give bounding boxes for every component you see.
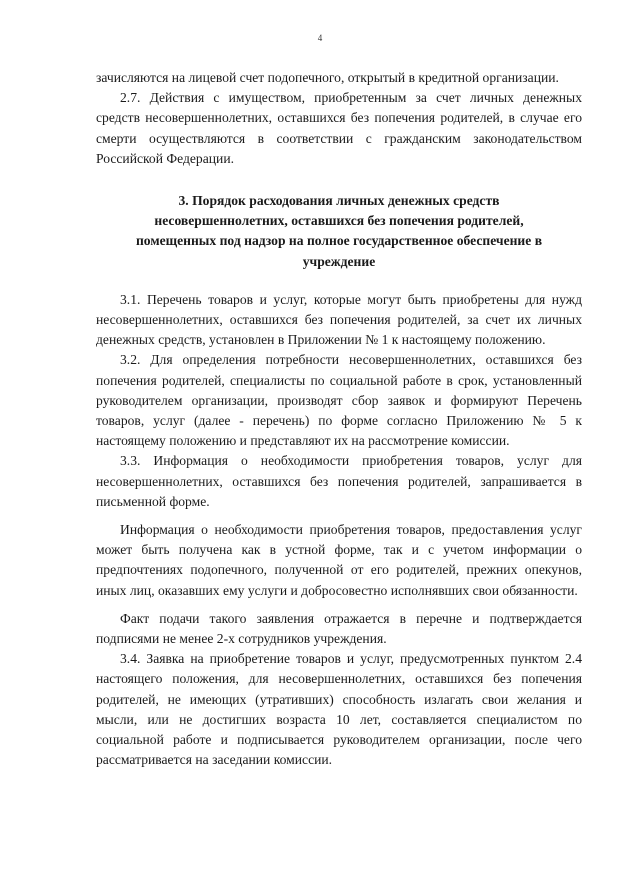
- heading-line: несовершеннолетних, оставшихся без попечения родителей,: [154, 213, 524, 229]
- paragraph-3-2: 3.2. Для определения потребности несовершеннолетних, оставшихся без попечения родителей, специалисты по социальной работе в срок, установленный руководителем организации, производят сбор заявок и формируют Перечень товаров, услуг (далее - перечень) по форме согласно Приложению № 5 к настоящему положению и представляют их на рассмотрение комиссии.: [96, 352, 582, 449]
- section-heading-3: [96, 191, 582, 272]
- heading-line: учреждение: [302, 253, 376, 269]
- paragraph-3-4: 3.4. Заявка на приобретение товаров и услуг, предусмотренных пунктом 2.4 настоящего положения, для несовершеннолетних, оставшихся без попечения родителей, не имеющих (утративших) способность излагать свои желания и мысли, или не достигших возраста 10 лет, составляется специалистом по социальной работе и подписывается руководителем организации, после чего рассматривается на заседании комиссии.: [96, 651, 582, 768]
- paragraph-3-3: 3.3. Информация о необходимости приобретения товаров, услуг для несовершеннолетних, оставшихся без попечения родителей, запрашивается в письменной форме.: [96, 453, 582, 509]
- paragraph-fact: Факт подачи такого заявления отражается в перечне и подтверждается подписями не менее 2-х сотрудников учреждения.: [96, 610, 582, 647]
- heading-line: помещенных под надзор на полное государственное обеспечение в: [135, 233, 543, 249]
- document-body: [96, 68, 582, 771]
- paragraph-3-1: 3.1. Перечень товаров и услуг, которые могут быть приобретены для нужд несовершеннолетних, оставшихся без попечения родителей, за счет их личных денежных средств, установлен в Приложении № 1 к настоящему положению.: [96, 291, 582, 348]
- paragraph-continuation: зачисляются на лицевой счет подопечного, открытый в кредитной организации.: [96, 70, 559, 85]
- paragraph-information: Информация о необходимости приобретения товаров, предоставления услуг может быть получена как в устной форме, так и с учетом информации о предпочтениях подопечного, полученной от его родителей, прежних опекунов, иных лиц, оказавших ему услуги и добросовестно исполнявших свои обязанности.: [96, 522, 582, 598]
- heading-line: 3. Порядок расходования личных денежных средств: [178, 193, 500, 209]
- page-number: 4: [317, 33, 323, 43]
- paragraph-2-7: 2.7. Действия с имуществом, приобретенным за счет личных денежных средств несовершеннолетних, оставшихся без попечения родителей, в случае его смерти осуществляются в соответствии с гражданским законодательством Российской Федерации.: [96, 90, 582, 166]
